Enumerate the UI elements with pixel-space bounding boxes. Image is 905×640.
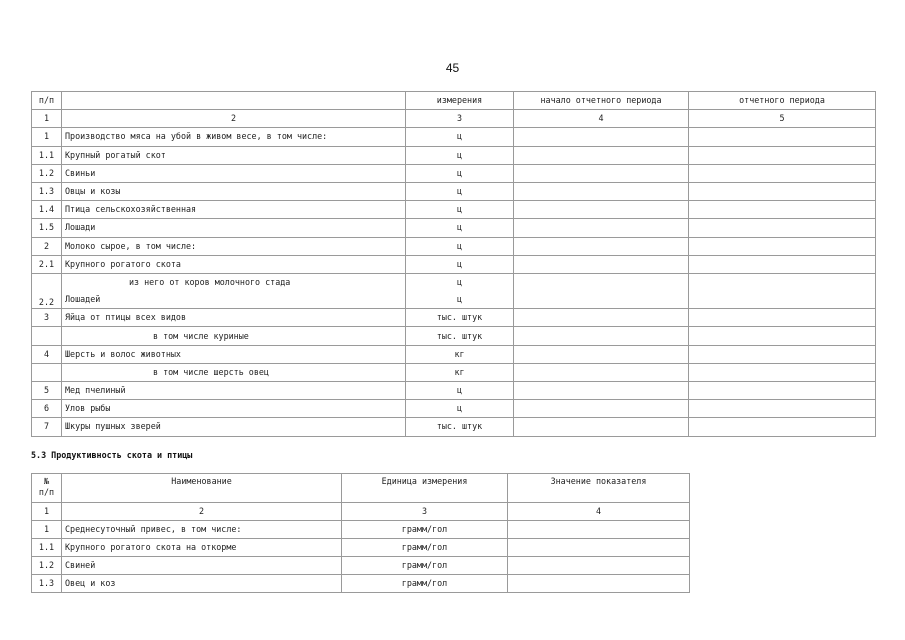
column-header: Единица измерения — [342, 474, 508, 503]
row-unit: ц — [406, 146, 514, 164]
value-cell[interactable] — [514, 400, 689, 418]
column-header: начало отчетного периода — [514, 92, 689, 110]
row-name: Молоко сырое, в том числе: — [62, 237, 406, 255]
row-name: Мед пчелиный — [62, 382, 406, 400]
row-unit: тыс. штук — [406, 327, 514, 345]
table-row — [32, 363, 876, 381]
value-cell[interactable] — [689, 219, 876, 237]
value-cell[interactable] — [514, 237, 689, 255]
value-cell[interactable] — [689, 345, 876, 363]
value-cell[interactable] — [514, 182, 689, 200]
value-cell[interactable] — [689, 273, 876, 308]
row-name: Свиней — [62, 557, 342, 575]
row-unit: грамм/гол — [342, 557, 508, 575]
column-header: п/п — [32, 92, 62, 110]
row-name: в том числе шерсть овец — [62, 363, 406, 381]
column-number: 3 — [406, 110, 514, 128]
value-cell[interactable] — [689, 237, 876, 255]
column-header: измерения — [406, 92, 514, 110]
row-unit: тыс. штук — [406, 309, 514, 327]
row-unit: грамм/гол — [342, 521, 508, 539]
header-num-line: № — [43, 476, 50, 486]
row-name: Крупного рогатого скота на откорме — [62, 539, 342, 557]
table-row — [32, 128, 876, 146]
row-number: 1.4 — [32, 201, 62, 219]
table-row — [32, 273, 876, 291]
value-cell[interactable] — [508, 575, 690, 593]
row-number: 1 — [32, 521, 62, 539]
row-name: из него от коров молочного стада — [62, 273, 406, 291]
column-number: 2 — [62, 110, 406, 128]
column-number: 1 — [32, 503, 62, 521]
value-cell[interactable] — [514, 327, 689, 345]
column-header: Значение показателя — [508, 474, 690, 503]
page-number: 45 — [445, 61, 460, 75]
row-name: Птица сельскохозяйственная — [62, 201, 406, 219]
row-number: 3 — [32, 309, 62, 327]
row-number: 4 — [32, 345, 62, 363]
table-row — [32, 382, 876, 400]
row-number: 1.1 — [32, 539, 62, 557]
row-name: Производство мяса на убой в живом весе, в том числе: — [62, 128, 406, 146]
row-name: Овец и коз — [62, 575, 342, 593]
value-cell[interactable] — [508, 557, 690, 575]
value-cell[interactable] — [514, 382, 689, 400]
row-number — [32, 327, 62, 345]
table-row — [32, 345, 876, 363]
header-num-line: п/п — [38, 487, 55, 497]
column-number: 2 — [62, 503, 342, 521]
table-row — [32, 418, 876, 436]
table-row — [32, 201, 876, 219]
value-cell[interactable] — [689, 164, 876, 182]
row-name: Крупный рогатый скот — [62, 146, 406, 164]
row-number: 2 — [32, 237, 62, 255]
table-row — [32, 539, 690, 557]
row-unit: грамм/гол — [342, 575, 508, 593]
table-row — [32, 237, 876, 255]
row-name: Свиньи — [62, 164, 406, 182]
row-unit: ц — [406, 273, 514, 291]
table-header-row — [32, 92, 876, 110]
value-cell[interactable] — [514, 345, 689, 363]
productivity-table — [31, 473, 690, 593]
row-name: Среднесуточный привес, в том числе: — [62, 521, 342, 539]
column-number-row — [32, 110, 876, 128]
table-row — [32, 575, 690, 593]
table-row — [32, 164, 876, 182]
value-cell[interactable] — [514, 201, 689, 219]
value-cell[interactable] — [689, 201, 876, 219]
value-cell[interactable] — [508, 521, 690, 539]
column-header: отчетного периода — [689, 92, 876, 110]
column-number: 3 — [342, 503, 508, 521]
value-cell[interactable] — [514, 164, 689, 182]
column-number: 1 — [32, 110, 62, 128]
row-number: 1.3 — [32, 575, 62, 593]
value-cell[interactable] — [689, 309, 876, 327]
column-number-row — [32, 503, 690, 521]
table-row — [32, 255, 876, 273]
livestock-production-table — [31, 91, 876, 437]
row-name: Шерсть и волос животных — [62, 345, 406, 363]
table-header-row — [32, 474, 690, 503]
row-unit: кг — [406, 363, 514, 381]
table-row — [32, 557, 690, 575]
row-number: 1.3 — [32, 182, 62, 200]
row-name: Овцы и козы — [62, 182, 406, 200]
table-row — [32, 219, 876, 237]
row-number: 1.5 — [32, 219, 62, 237]
row-number: 6 — [32, 400, 62, 418]
table-row — [32, 400, 876, 418]
value-cell[interactable] — [514, 273, 689, 308]
table-row — [32, 521, 690, 539]
value-cell[interactable] — [689, 363, 876, 381]
value-cell[interactable] — [514, 146, 689, 164]
value-cell[interactable] — [508, 539, 690, 557]
value-cell[interactable] — [514, 418, 689, 436]
table-row — [32, 146, 876, 164]
row-name: Крупного рогатого скота — [62, 255, 406, 273]
row-unit: ц — [406, 164, 514, 182]
row-name: Лошадей — [62, 291, 406, 309]
row-unit: грамм/гол — [342, 539, 508, 557]
section-title: 5.3 Продуктивность скота и птицы — [31, 450, 193, 460]
value-cell[interactable] — [689, 327, 876, 345]
row-unit: ц — [406, 182, 514, 200]
column-number: 5 — [689, 110, 876, 128]
value-cell[interactable] — [514, 255, 689, 273]
value-cell[interactable] — [514, 219, 689, 237]
row-unit: тыс. штук — [406, 418, 514, 436]
row-name: в том числе куриные — [62, 327, 406, 345]
value-cell[interactable] — [689, 128, 876, 146]
row-name: Лошади — [62, 219, 406, 237]
row-number: 1.1 — [32, 146, 62, 164]
value-cell[interactable] — [689, 382, 876, 400]
row-number: 7 — [32, 418, 62, 436]
row-unit: ц — [406, 382, 514, 400]
row-unit: ц — [406, 291, 514, 309]
value-cell[interactable] — [514, 309, 689, 327]
row-unit: ц — [406, 219, 514, 237]
row-number-text: 2.2 — [38, 297, 55, 308]
row-unit: ц — [406, 400, 514, 418]
column-number: 4 — [514, 110, 689, 128]
column-header — [32, 474, 62, 503]
row-number: 1 — [32, 128, 62, 146]
row-number: 1.2 — [32, 164, 62, 182]
value-cell[interactable] — [689, 182, 876, 200]
row-name: Яйца от птицы всех видов — [62, 309, 406, 327]
column-number: 4 — [508, 503, 690, 521]
table-row — [32, 182, 876, 200]
row-number: 1.2 — [32, 557, 62, 575]
row-unit: ц — [406, 255, 514, 273]
value-cell[interactable] — [689, 400, 876, 418]
table-row — [32, 309, 876, 327]
row-unit: ц — [406, 201, 514, 219]
row-number — [32, 273, 62, 308]
row-unit: кг — [406, 345, 514, 363]
value-cell[interactable] — [514, 363, 689, 381]
row-name: Улов рыбы — [62, 400, 406, 418]
row-number: 5 — [32, 382, 62, 400]
column-header — [62, 92, 406, 110]
value-cell[interactable] — [689, 418, 876, 436]
row-number — [32, 363, 62, 381]
row-number: 2.1 — [32, 255, 62, 273]
value-cell[interactable] — [514, 128, 689, 146]
value-cell[interactable] — [689, 255, 876, 273]
row-unit: ц — [406, 237, 514, 255]
value-cell[interactable] — [689, 146, 876, 164]
row-name: Шкуры пушных зверей — [62, 418, 406, 436]
table-row — [32, 327, 876, 345]
column-header: Наименование — [62, 474, 342, 503]
row-unit: ц — [406, 128, 514, 146]
